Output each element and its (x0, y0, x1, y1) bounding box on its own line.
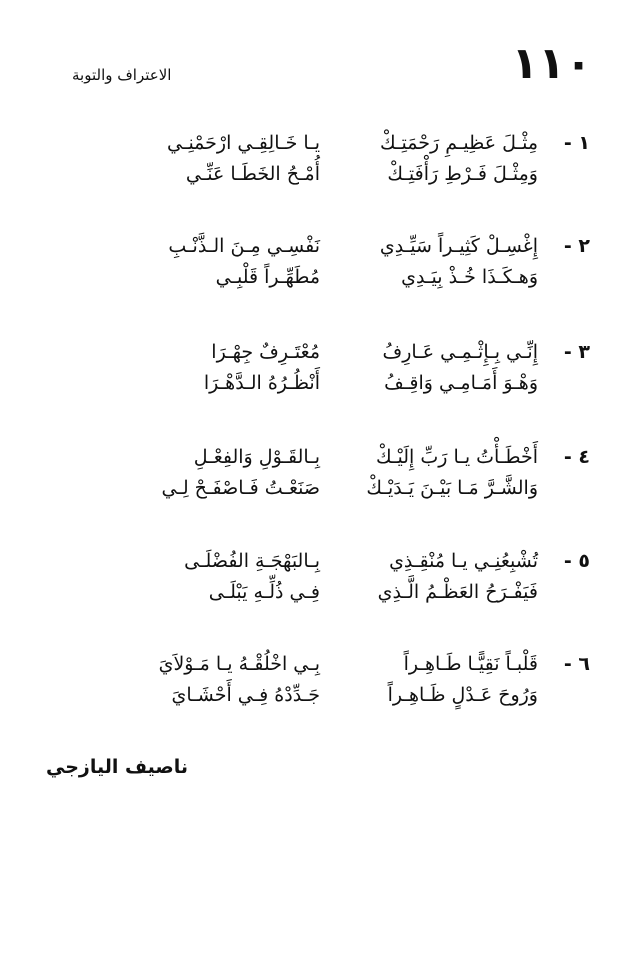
verse-line-2-second-hemistich: صَنَعْـتُ فَـاصْفَـحْ لِـي (161, 477, 320, 499)
verse-line-1-first-hemistich: تُشْبِعُنِـي يـا مُنْقِـذِي (389, 550, 538, 572)
stanza-5 (60, 546, 590, 606)
stanza-number: ٣ - (563, 341, 590, 363)
verse-line-1-first-hemistich: أَخْطَـأْتُ يـا رَبِّ إِلَيْـكْ (375, 446, 538, 468)
verse-line-1-second-hemistich: بِـي اخْلُقْـهُ يـا مَـوْلاَيَ (158, 653, 320, 675)
stanza-number: ٢ - (563, 235, 590, 257)
stanza-3 (60, 337, 590, 397)
verse-line-2-first-hemistich: فَيَفْـرَحُ العَظْـمُ الَّـذِي (377, 581, 538, 603)
stanza-number: ٥ - (563, 550, 590, 572)
stanza-2 (60, 231, 590, 291)
verse-line-2-first-hemistich: وَمِثْـلَ فَـرْطِ رَأْفَتِـكْ (387, 163, 538, 185)
verse-line-2-second-hemistich: أُمْـحُ الخَطَـا عَنِّـي (185, 163, 320, 185)
verse-line-1-first-hemistich: إِنِّـي بِـإِثْـمِـي عَـارِفُ (382, 341, 538, 363)
verse-line-1-second-hemistich: بِـالقَـوْلِ وَالفِعْـلِ (193, 446, 320, 468)
stanza-number: ٤ - (563, 446, 590, 468)
verse-line-2-first-hemistich: وَهْـوَ أَمَـامِـي وَاقِـفُ (384, 372, 538, 394)
verse-line-2-second-hemistich: مُطَهِّـراً قَلْبِـي (215, 266, 320, 288)
page-number: ١١٠ (511, 38, 592, 89)
verse-line-1-first-hemistich: إِغْسِـلْ كَثِيـراً سَيِّـدِي (379, 235, 538, 257)
stanza-number: ١ - (563, 132, 590, 154)
verse-line-2-first-hemistich: وَرُوحَ عَـدْلٍ ظَـاهِـراً (387, 684, 538, 706)
verse-line-1-second-hemistich: مُعْتَـرِفٌ جِهْـرَا (211, 341, 320, 363)
verse-line-2-second-hemistich: جَـدِّدْهُ فِـي أَحْشَـايَ (171, 684, 320, 706)
stanza-6 (60, 649, 590, 709)
verse-line-1-second-hemistich: نَفْسِـي مِـنَ الـذَّنْـبِ (168, 235, 320, 257)
verse-line-1-second-hemistich: بِـالبَهْجَـةِ الفُضْلَـى (184, 550, 320, 572)
stanza-1 (60, 128, 590, 188)
verse-line-2-second-hemistich: فِـي ذُلِّـهِ يَبْلَـى (208, 581, 320, 603)
verse-line-1-first-hemistich: قَلْبـاً نَقِيًّـا طَـاهِـراً (403, 653, 538, 675)
stanza-4 (60, 442, 590, 502)
verse-line-2-first-hemistich: وَهـكَـذَا خُـذْ بِيَـدِي (401, 266, 538, 288)
author-name: ناصيف اليازجي (45, 756, 188, 778)
verse-line-2-second-hemistich: أَنْظُـرُهُ الـدَّهْـرَا (203, 372, 320, 394)
verse-line-1-second-hemistich: يـا خَـالِقِـي ارْحَمْنِـي (167, 132, 320, 154)
verse-line-1-first-hemistich: مِثْـلَ عَظِيـمِ رَحْمَتِـكْ (379, 132, 538, 154)
running-header: الاعتراف والتوبة (72, 66, 172, 84)
verse-line-2-first-hemistich: وَالشَّـرَّ مَـا بَيْـنَ يَـدَيْـكْ (366, 477, 538, 499)
stanza-number: ٦ - (563, 653, 590, 675)
